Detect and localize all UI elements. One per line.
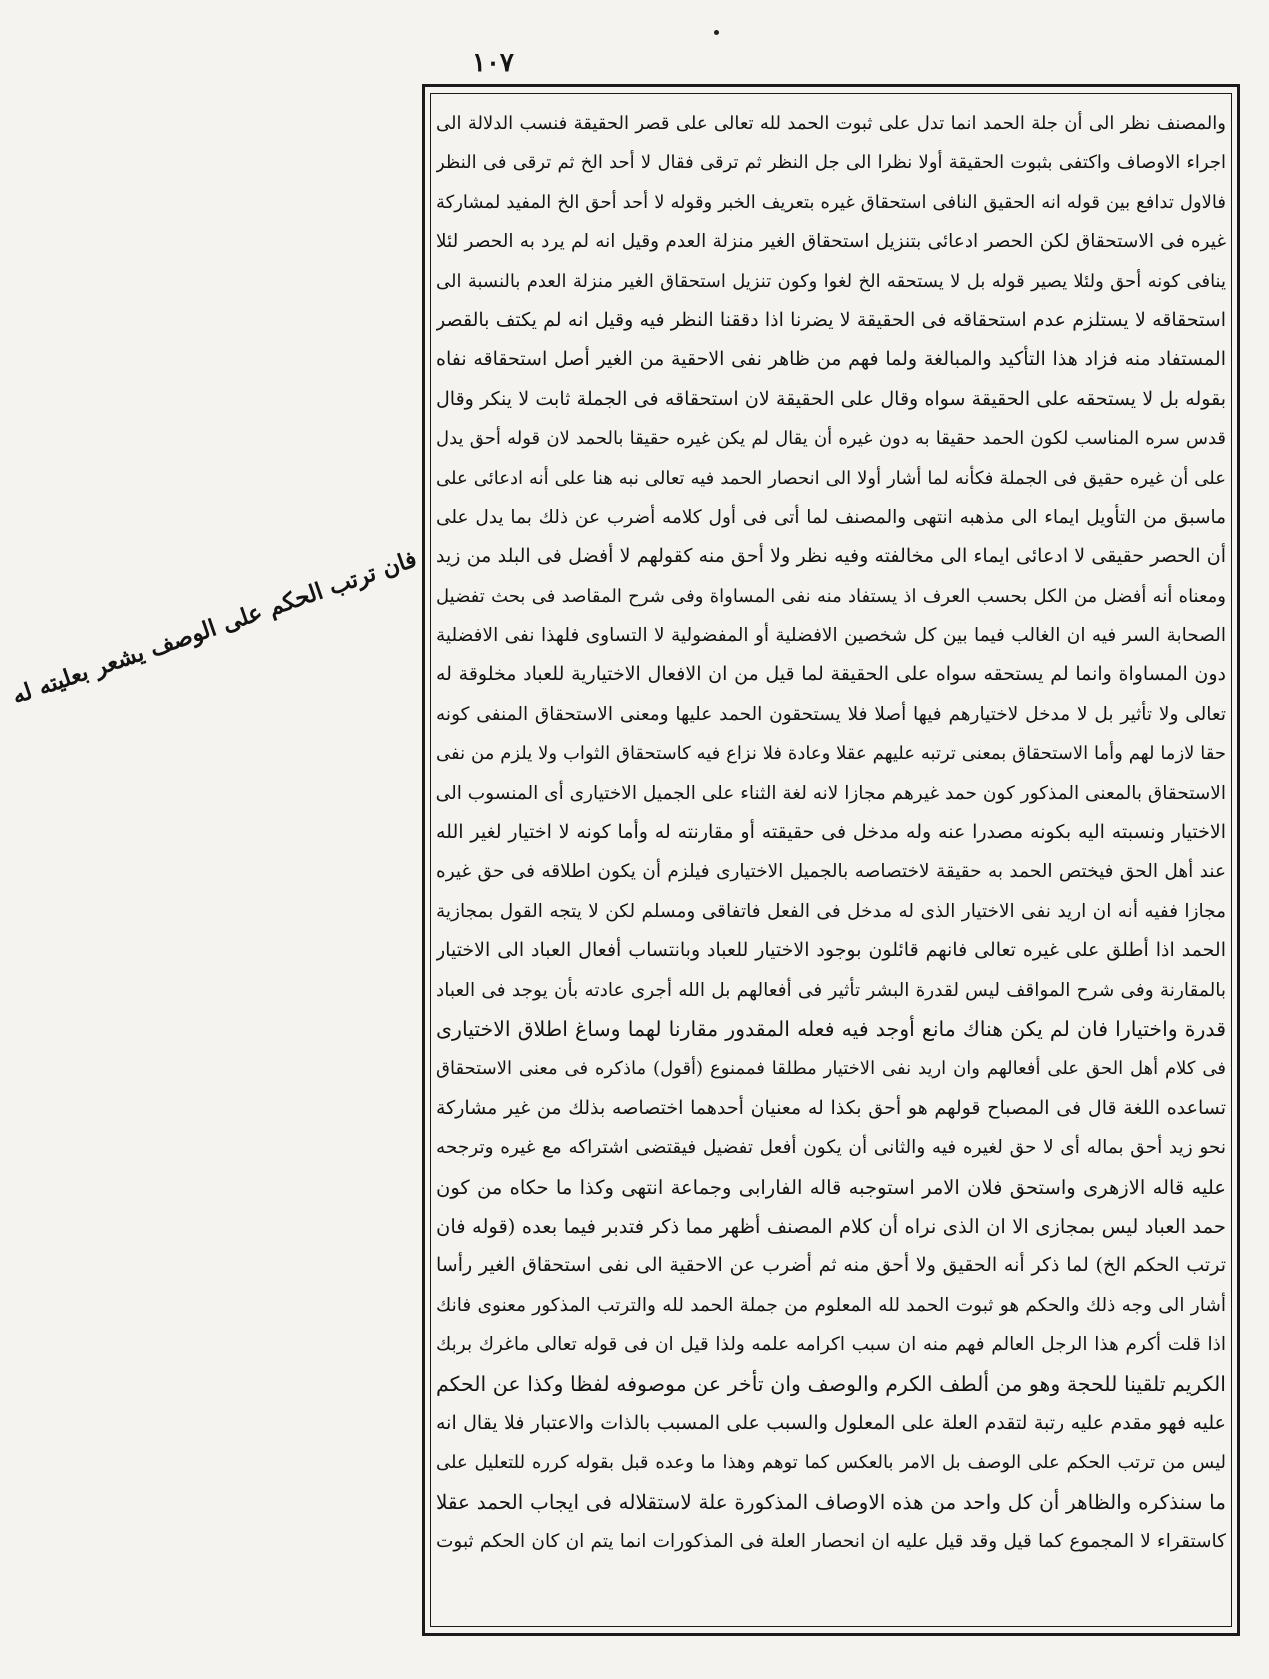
text-line: عليه قاله الازهرى واستحق فلان الامر استوجبه قاله الفارابى وجماعة انتهى وكذا ما حكاه من كون [436, 1175, 1226, 1199]
text-line: بقوله بل لا يستحقه على الحقيقة سواه وقال على الحقيقة لان استحقاقه فى الجملة ثابت لا ينكر وقال [436, 387, 1226, 410]
top-dot [714, 30, 719, 35]
text-line: ماسبق من التأويل ايماء الى مذهبه انتهى والمصنف لما أتى فى أول كلامه أضرب عن ذلك بما يدل على [436, 506, 1226, 528]
text-line: ترتب الحكم الخ) لما ذكر أنه الحقيق ولا أحق منه ثم أضرب عن الاحقية الى نفى استحقاق الغير رأسا [436, 1254, 1226, 1277]
text-line: اجراء الاوصاف واكتفى بثبوت الحقيقة أولا نظرا الى جل النظر ثم ترقى فقال لا أحد الخ ثم ترقى فى النظر [436, 152, 1226, 174]
text-line: الاختيار ونسبته اليه بكونه مصدرا عنه وله مدخل فى حقيقته أو مقارنته له وأما كونه لا اختيار لغير الله [436, 821, 1226, 844]
text-line: دون المساواة وانما لم يستحقه سواه على الحقيقة لما قيل من ان الافعال الاختيارية للعباد مخلوقة له [436, 663, 1226, 686]
text-line: عليه فهو مقدم عليه رتبة لتقدم العلة على المعلول والسبب على المسبب بالذات والاعتبار فلا يقال انه [436, 1411, 1226, 1434]
margin-note: فان ترتب الحكم على الوصف يشعر بعليته له [8, 545, 421, 710]
text-line: الاستحقاق بالمعنى المذكور كون حمد غيرهم مجازا لانه لغة الثناء على الجميل الاختيارى أى المنسوب الى [436, 782, 1226, 804]
text-line: بالمقارنة وفى شرح المواقف ليس لقدرة البشر تأثير فى أفعالهم بل الله أجرى عادته بأن يوجد فى العباد [436, 979, 1226, 1001]
text-line: اذا قلت أكرم هذا الرجل العالم فهم منه ان سبب اكرامه علمه ولذا قيل ان فى قوله تعالى ماغرك بربك [436, 1334, 1226, 1356]
text-line: ومعناه أنه أفضل من الكل بحسب العرف اذ يستفاد منه نفى المساواة وفى شرح المقاصد فى بحث تفضيل [436, 585, 1226, 607]
text-line: غيره فى الاستحقاق لكن الحصر ادعائى بتنزيل استحقاق الغير منزلة العدم وقيل انه لم يرد به الحصر لئلا [436, 231, 1226, 253]
text-line: والمصنف نظر الى أن جلة الحمد انما تدل على ثبوت الحمد لله تعالى على قصر الحقيقة فنسب الدلالة الى [436, 113, 1226, 134]
text-line: عند أهل الحق فيختص الحمد به حقيقة لاختصاصه بالجميل الاختيارى فيلزم أن يكون اطلاقه فى حق غيره [436, 861, 1226, 883]
text-line: ليس من ترتب الحكم على الوصف بل الامر بالعكس كما توهم وهذا ما وعده قبل بقوله كرره للتعليل على [436, 1452, 1226, 1474]
text-line: فى كلام أهل الحق على أفعالهم وان اريد نفى الاختيار مطلقا فممنوع (أقول) ماذكره فى معنى الاستحقاق [436, 1058, 1226, 1080]
text-line: تعالى ولا تأثير بل لا مدخل لاختيارهم فيها أصلا فلا يستحقون الحمد عليها ومعنى الاستحقاق المنفى كونه [436, 703, 1226, 725]
text-line: الحمد اذا أطلق على غيره تعالى فانهم قائلون بوجود الاختيار للعباد وبانتساب أفعال العباد الى الاختيار [436, 939, 1226, 962]
text-line: نحو زيد أحق بماله أى لا حق لغيره فيه والثانى أن يكون أفعل تفضيل فيقتضى اشتراكه مع غيره وترجحه [436, 1137, 1226, 1159]
text-line: كاستقراء لا المجموع كما قيل وقد قيل عليه ان انحصار العلة فى المذكورات انما يتم ان كان الحكم ثبوت [436, 1531, 1226, 1553]
text-line: الكريم تلقينا للحجة وهو من ألطف الكرم والوصف وان تأخر عن موصوفه لفظا وكذا عن الحكم [436, 1371, 1226, 1396]
text-line: حقا لازما لهم وأما الاستحقاق بمعنى ترتبه عليهم عقلا وعادة فلا نزاع فيه كاستحقاق الثواب ولا يلزم من نفى [436, 743, 1226, 765]
text-line: حمد العباد ليس بمجازى الا ان الذى نراه أن كلام المصنف أظهر مما ذكر فتدبر فيما بعده (قوله فان [436, 1214, 1226, 1238]
page-number: ١٠٧ [472, 48, 514, 78]
text-line: ما سنذكره والظاهر أن كل واحد من هذه الاوصاف المذكورة علة لاستقلاله فى ايجاب الحمد عقلا [436, 1489, 1226, 1514]
text-line: ينافى كونه أحق ولئلا يصير قوله بل لا يستحقه الخ لغوا وكون تنزيل استحقاق الغير منزلة العدم بالنسبة الى [436, 270, 1226, 292]
text-line: فالاول تدافع بين قوله انه الحقيق النافى استحقاق غيره بتعريف الخبر وقوله لا أحد أحق الخ المفيد لمشاركة [436, 191, 1226, 213]
text-line: أشار الى وجه ذلك والحكم هو ثبوت الحمد لله المعلوم من جملة الحمد لله والترتب المذكور معنوى فانك [436, 1294, 1226, 1316]
text-line: قدرة واختيارا فان لم يكن هناك مانع أوجد فيه فعله المقدور مقارنا لهما وساغ اطلاق الاختيارى [436, 1016, 1226, 1041]
text-line: استحقاقه لا يستلزم عدم استحقاقه فى الحقيقة لا يضرنا اذا دققنا النظر فيه وقيل انه لم يكتف بالقصر [436, 308, 1226, 331]
text-line: تساعده اللغة قال فى المصباح قولهم هو أحق بكذا له معنيان أحدهما اختصاصه بذلك من غير مشاركة [436, 1096, 1226, 1119]
main-text-body [436, 104, 1226, 1620]
text-line: أن الحصر حقيقى لا ادعائى ايماء الى مخالفته وفيه نظر ولا أحق منه كقولهم لا أفضل فى البلد من زيد [436, 545, 1226, 568]
text-line: على أن غيره حقيق فى الجملة فكأنه لما أشار أولا الى انحصار الحمد فيه تعالى نبه هنا على أنه ادعائى على [436, 467, 1226, 489]
text-line: الصحابة السر فيه ان الغالب فيما بين كل شخصين الافضلية أو المفضولية لا التساوى فلهذا نفى الافضلية [436, 625, 1226, 647]
text-line: قدس سره المناسب لكون الحمد حقيقا به دون غيره أن يقال لم يكن غيره حقيقا بالحمد لان قوله أحق يدل [436, 428, 1226, 450]
text-line: المستفاد منه فزاد هذا التأكيد والمبالغة ولما فهم من ظاهر نفى الاحقية من الغير أصل استحقاقه نفاه [436, 348, 1226, 371]
text-line: مجازا ففيه أنه ان اريد نفى الاختيار الذى له مدخل فى الفعل فاتفاقى ومسلم لكن لا يتجه القول بمجازية [436, 900, 1226, 922]
